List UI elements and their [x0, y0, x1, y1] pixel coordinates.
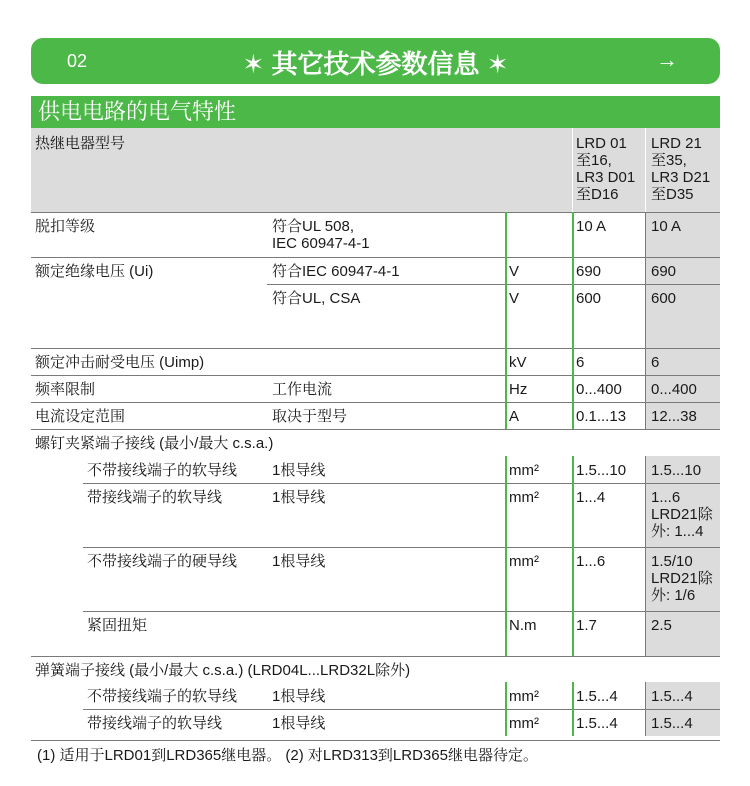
table-row — [31, 709, 720, 736]
column-divider — [505, 709, 507, 736]
column-divider — [505, 682, 507, 709]
row-value-col1 — [576, 688, 618, 705]
row-value-col2 — [651, 218, 681, 235]
row-unit: mm² — [509, 688, 539, 705]
text-line: 1根导线 — [272, 462, 326, 479]
text-line: 至35, — [651, 152, 687, 169]
row-divider — [31, 212, 720, 213]
column-divider — [572, 348, 574, 375]
row-value-col1 — [576, 408, 626, 425]
text-line: 1...4 — [576, 489, 606, 506]
text-line: LR3 D01 — [576, 169, 636, 186]
column-divider — [572, 212, 574, 257]
row-value-col2 — [651, 354, 659, 371]
text-line: 1根导线 — [272, 715, 326, 732]
column-divider — [505, 547, 507, 611]
text-line: 外: 1...4 — [651, 523, 704, 540]
table-row — [31, 429, 720, 456]
row-divider — [31, 402, 720, 403]
text-line: 符合UL, CSA — [272, 290, 361, 307]
row-label: 不带接线端子的软导线 — [87, 688, 238, 705]
column-divider — [505, 456, 507, 483]
row-value-col2 — [651, 462, 701, 479]
section-number: 02 — [67, 51, 88, 71]
text-line: 工作电流 — [272, 381, 333, 398]
text-line: 1根导线 — [272, 688, 326, 705]
row-label: 额定冲击耐受电压 (Uimp) — [35, 354, 205, 371]
text-line: 690 — [576, 263, 602, 280]
column-divider — [645, 682, 646, 709]
text-line: 0.1...13 — [576, 408, 627, 425]
table-row — [31, 547, 720, 611]
column-divider — [645, 212, 646, 257]
row-label: 弹簧端子接线 (最小/最大 c.s.a.) (LRD04L...LRD32L除外) — [35, 662, 411, 679]
text-line: 1根导线 — [272, 489, 326, 506]
table-row — [31, 212, 720, 257]
text-line: 6 — [651, 354, 660, 371]
column-divider — [645, 284, 646, 348]
text-line: 1.5...4 — [576, 715, 618, 732]
table-row — [31, 348, 720, 375]
row-divider — [31, 348, 720, 349]
text-line: LRD 01 — [576, 135, 627, 152]
column-divider — [572, 682, 574, 709]
row-value-col1 — [576, 489, 605, 506]
text-line: 1.5...4 — [651, 688, 693, 705]
row-condition — [272, 688, 325, 705]
section-title: 供电电路的电气特性 — [31, 96, 720, 128]
column-divider — [645, 402, 646, 429]
row-value-col2 — [651, 290, 676, 307]
text-line: 690 — [651, 263, 677, 280]
row-value-col1 — [576, 553, 605, 570]
column-divider — [645, 456, 646, 483]
section-banner — [31, 38, 720, 84]
row-condition — [272, 381, 332, 398]
row-condition — [272, 553, 325, 570]
row-label: 脱扣等级 — [35, 218, 96, 235]
row-condition — [272, 715, 325, 732]
row-value-col2 — [651, 715, 693, 732]
table-row — [31, 456, 720, 483]
column-divider — [572, 456, 574, 483]
table-row — [31, 483, 720, 547]
text-line: 1.5...4 — [651, 715, 693, 732]
column-divider — [505, 257, 507, 284]
row-condition — [272, 489, 325, 506]
row-divider — [31, 257, 720, 258]
row-value-col1 — [576, 354, 584, 371]
row-unit: kV — [509, 354, 527, 371]
row-divider — [83, 547, 720, 548]
text-line: 1.5/10 — [651, 553, 693, 570]
row-divider — [31, 429, 720, 430]
column-divider — [572, 611, 574, 656]
column-divider — [645, 257, 646, 284]
row-value-col2 — [651, 263, 676, 280]
column-divider — [572, 375, 574, 402]
row-value-col2 — [651, 553, 713, 604]
text-line: 至D35 — [651, 186, 694, 203]
text-line: 6 — [576, 354, 585, 371]
row-label: 不带接线端子的软导线 — [87, 462, 238, 479]
column-divider — [645, 375, 646, 402]
column-divider — [645, 709, 646, 736]
row-label: 电流设定范围 — [35, 408, 126, 425]
column-divider — [572, 402, 574, 429]
footnote: (1) 适用于LRD01到LRD365继电器。 (2) 对LRD313到LRD365继电器待定。 — [31, 740, 720, 770]
row-divider — [83, 709, 720, 710]
text-line: 1.5...10 — [576, 462, 627, 479]
row-divider — [31, 656, 720, 657]
column-divider — [505, 402, 507, 429]
text-line: 符合UL 508, — [272, 218, 354, 235]
table-row — [31, 402, 720, 429]
value-column-bg — [506, 212, 573, 257]
text-line: 2.5 — [651, 617, 672, 634]
text-line: 10 A — [651, 218, 682, 235]
row-value-col2 — [651, 408, 697, 425]
row-label: 额定绝缘电压 (Ui) — [35, 263, 154, 280]
row-condition — [272, 408, 347, 425]
row-divider — [83, 483, 720, 484]
row-unit: mm² — [509, 462, 539, 479]
text-line: 1...6 — [651, 489, 681, 506]
column-divider — [572, 483, 574, 547]
row-divider — [267, 284, 720, 285]
row-unit: V — [509, 290, 520, 307]
row-label: 带接线端子的软导线 — [87, 715, 223, 732]
text-line: 1根导线 — [272, 553, 326, 570]
row-value-col1 — [576, 263, 601, 280]
text-line: 0...400 — [651, 381, 697, 398]
column-divider — [645, 547, 646, 611]
text-line: 至16, — [576, 152, 612, 169]
header-relay-model-label: 热继电器型号 — [35, 135, 126, 152]
row-label: 不带接线端子的硬导线 — [87, 553, 238, 570]
table-row — [31, 257, 720, 284]
row-unit: A — [509, 408, 520, 425]
text-line: 10 A — [576, 218, 607, 235]
column-divider — [505, 284, 507, 348]
row-condition — [272, 462, 325, 479]
text-line: 12...38 — [651, 408, 697, 425]
text-line: LRD 21 — [651, 135, 702, 152]
table-row — [31, 375, 720, 402]
row-value-col1 — [576, 381, 622, 398]
row-value-col1 — [576, 290, 601, 307]
column-divider — [505, 375, 507, 402]
table-row — [31, 682, 720, 709]
value-column-bg — [646, 656, 720, 682]
text-line: LR3 D21 — [651, 169, 711, 186]
text-line: 1.5...10 — [651, 462, 702, 479]
banner-title: ✶ 其它技术参数信息 ✶ — [242, 49, 509, 79]
table-row — [31, 611, 720, 656]
column-divider — [645, 611, 646, 656]
row-unit: mm² — [509, 489, 539, 506]
row-label: 带接线端子的软导线 — [87, 489, 223, 506]
text-line: LRD21除 — [651, 570, 713, 587]
row-value-col1 — [576, 715, 618, 732]
row-value-col1 — [576, 218, 606, 235]
row-unit: N.m — [509, 617, 537, 634]
row-condition — [272, 263, 400, 280]
column-divider — [505, 212, 507, 257]
text-line: 1.5...4 — [576, 688, 618, 705]
column-divider — [572, 284, 574, 348]
column-divider — [645, 128, 646, 212]
column-divider — [645, 483, 646, 547]
table-row — [31, 656, 720, 682]
header-col2-models — [651, 135, 710, 203]
value-column-bg — [646, 429, 720, 456]
text-line: 600 — [576, 290, 602, 307]
column-divider — [505, 348, 507, 375]
row-divider — [31, 375, 720, 376]
row-value-col2 — [651, 688, 693, 705]
row-label: 频率限制 — [35, 381, 96, 398]
row-value-col1 — [576, 617, 597, 634]
spec-table — [31, 128, 720, 736]
row-value-col2 — [651, 617, 672, 634]
text-line: 符合IEC 60947-4-1 — [272, 263, 400, 280]
text-line: 取决于型号 — [272, 408, 348, 425]
text-line: LRD21除 — [651, 506, 713, 523]
row-divider — [83, 611, 720, 612]
row-unit: Hz — [509, 381, 528, 398]
row-label: 螺钉夹紧端子接线 (最小/最大 c.s.a.) — [35, 435, 274, 452]
arrow-right-icon[interactable]: → — [656, 47, 678, 72]
column-divider — [572, 257, 574, 284]
text-line: 至D16 — [576, 186, 619, 203]
row-value-col2 — [651, 381, 697, 398]
header-col1-models — [576, 135, 635, 203]
column-divider — [572, 709, 574, 736]
text-line: 0...400 — [576, 381, 622, 398]
row-value-col2 — [651, 489, 713, 540]
table-header-row — [31, 128, 720, 212]
table-row — [31, 284, 720, 348]
row-condition — [272, 218, 370, 252]
row-unit: mm² — [509, 553, 539, 570]
text-line: 1...6 — [576, 553, 606, 570]
row-label: 紧固扭矩 — [87, 617, 148, 634]
column-divider — [505, 483, 507, 547]
text-line: 外: 1/6 — [651, 587, 696, 604]
text-line: 600 — [651, 290, 677, 307]
column-divider — [572, 128, 573, 212]
text-line: IEC 60947-4-1 — [272, 235, 370, 252]
row-unit: mm² — [509, 715, 539, 732]
row-value-col1 — [576, 462, 626, 479]
column-divider — [572, 547, 574, 611]
column-divider — [645, 348, 646, 375]
column-divider — [505, 611, 507, 656]
row-condition — [272, 290, 360, 307]
text-line: 1.7 — [576, 617, 597, 634]
row-unit: V — [509, 263, 520, 280]
